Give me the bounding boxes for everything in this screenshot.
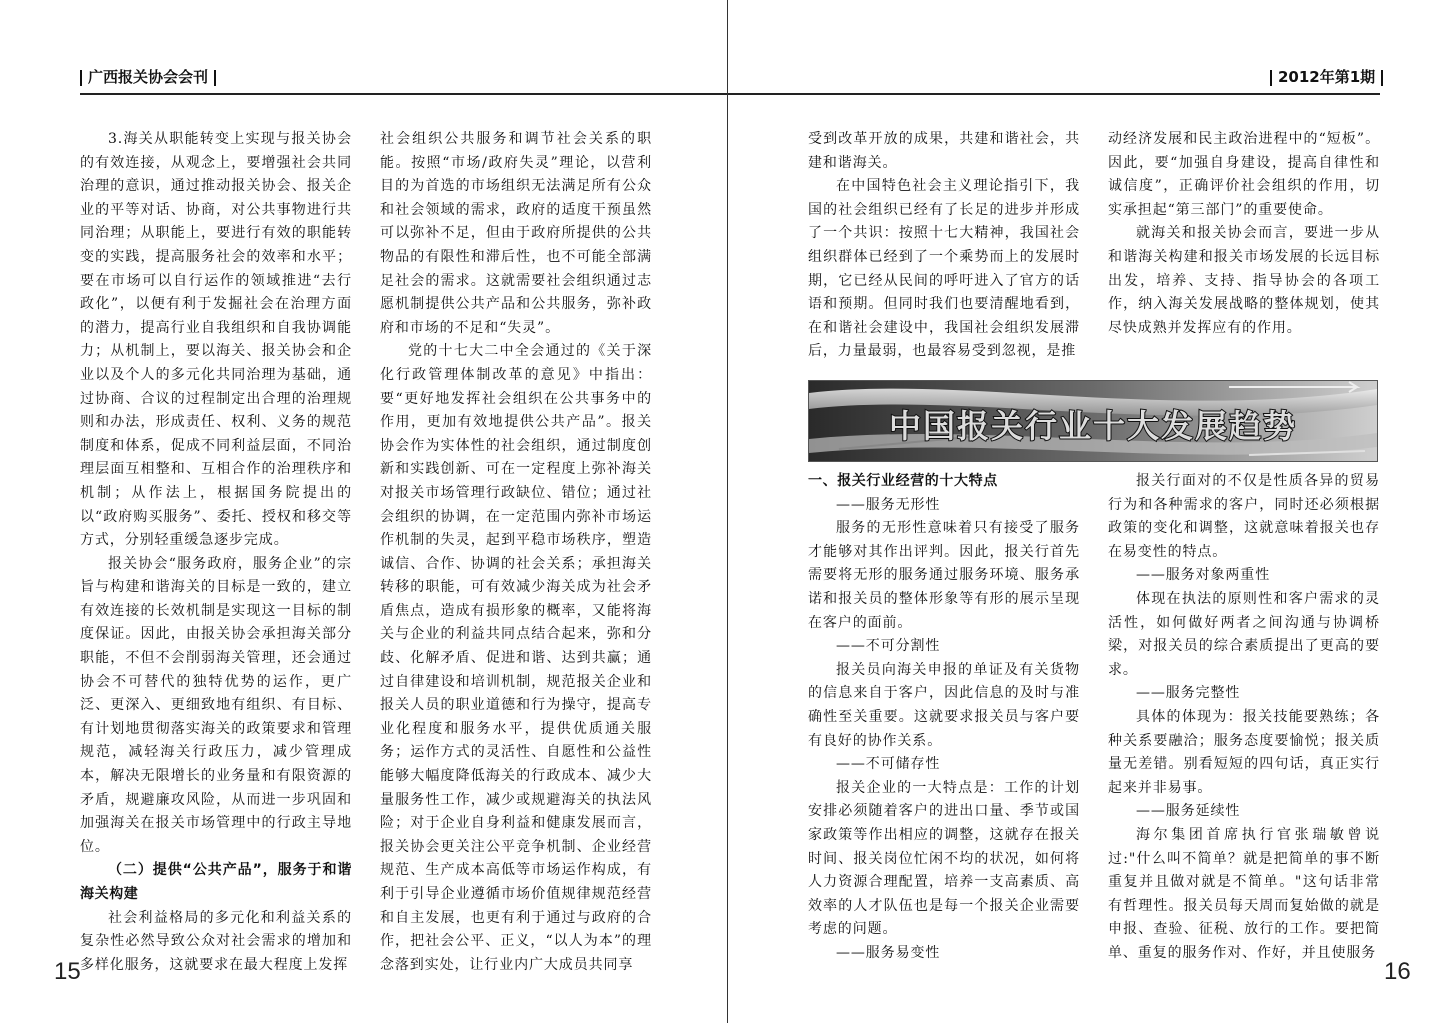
article-title-banner — [808, 380, 1378, 462]
right-header-issue: 2012年第1期 — [1278, 68, 1376, 86]
right-top-column-2 — [1108, 128, 1380, 340]
paragraph: ——不可分割性 — [836, 638, 941, 655]
paragraph: 报关企业的一大特点是：工作的计划安排必须随着客户的进出口量、季节或国家政策等作出相应的调整，这就存在报关时间、报关岗位忙闲不均的状况，如何将人力资源合理配置，培养一支高素质、高效率的人才队伍也是每一个报关企业需要考虑的问题。 — [808, 779, 1080, 938]
paragraph: 服务的无形性意味着只有接受了服务才能够对其作出评判。因此，报关行首先需要将无形的服务通过服务环境、服务承诺和报关员的整体形象等有形的展示呈现在客户的面前。 — [808, 520, 1080, 631]
header-bar — [214, 70, 216, 86]
banner-title: 中国报关行业十大发展趋势 — [888, 407, 1297, 445]
paragraph: 报关行面对的不仅是性质各异的贸易行为和各种需求的客户，同时还必须根据政策的变化和调整，这就意味着报关也存在易变性的特点。 — [1108, 473, 1380, 560]
paragraph: 报关协会“服务政府，服务企业”的宗旨与构建和谐海关的目标是一致的，建立有效连接的长效机制是实现这一目标的制度保证。因此，由报关协会承担海关部分职能，不但不会削弱海关管理，还会通过协会不可替代的独特优势的运作，更广泛、更深入、更细致地有组织、有目标、有计划地贯彻落实海关的政策要求和管理规范，减轻海关行政压力，减少管理成本，解决无限增长的业务量和有限资源的矛盾，规避廉攻风险，从而进一步巩固和加强海关在报关市场管理中的行政主导地位。 — [80, 555, 352, 855]
right-top-column-1 — [808, 128, 1080, 364]
paragraph: ——服务无形性 — [836, 496, 941, 513]
paragraph: 就海关和报关协会而言，要进一步从和谐海关构建和报关市场发展的长远目标出发，培养、支持、指导协会的各项工作，纳入海关发展战略的整体规划，使其尽快成熟并发挥应有的作用。 — [1108, 225, 1380, 336]
header-bar — [1270, 70, 1272, 86]
paragraph: ——服务延续性 — [1136, 803, 1241, 820]
left-header-title: 广西报关协会会刊 — [88, 68, 209, 86]
paragraph: ——不可储存性 — [836, 756, 941, 773]
paragraph: 体现在执法的原则性和客户需求的灵活性，如何做好两者之间沟通与协调桥梁，对报关员的综合素质提出了更高的要求。 — [1108, 590, 1380, 678]
right-page — [728, 0, 1456, 1023]
header-bar — [1381, 70, 1383, 86]
left-column-2 — [380, 128, 652, 977]
left-column-1 — [80, 128, 352, 977]
paragraph: 一、报关行业经营的十大特点 — [808, 473, 998, 489]
paragraph: 社会利益格局的多元化和利益关系的复杂性必然导致公众对社会需求的增加和多样化服务，这就要求在最大程度上发挥 — [80, 909, 352, 973]
paragraph: 社会组织公共服务和调节社会关系的职能。按照“市场/政府失灵”理论，以营利目的为首选的市场组织无法满足所有公众和社会领域的需求，政府的适度干预虽然可以弥补不足，但由于政府所提供的公共物品的有限性和滞后性，也不可能全部满足社会的需求。这就需要社会组织通过志愿机制提供公共产品和公共服务，弥补政府和市场的不足和“失灵”。 — [380, 131, 652, 336]
left-header-rule — [80, 93, 727, 95]
paragraph: 海尔集团首席执行官张瑞敏曾说过:"什么叫不简单？就是把简单的事不断重复并且做对就是不简单。"这句话非常有哲理性。报关员每天周而复始做的就是申报、查验、征税、放行的工作。要把简单、重复的服务作对、作好，并且使服务 — [1108, 826, 1380, 961]
right-header-rule — [728, 93, 1380, 95]
paragraph: 具体的体现为：报关技能要熟练；各种关系要融洽；服务态度要愉悦；报关质量无差错。别看短短的四句话，真正实行起来并非易事。 — [1108, 708, 1380, 796]
left-header — [80, 66, 222, 88]
paragraph: 动经济发展和民主政治进程中的“短板”。因此，要“加强自身建设，提高自律性和诚信度”，正确评价社会组织的作用，切实承担起“第三部门”的重要使命。 — [1108, 131, 1380, 218]
paragraph: 在中国特色社会主义理论指引下，我国的社会组织已经有了长足的进步并形成了一个共识：按照十七大精神，我国社会组织群体已经到了一个乘势而上的发展时期，它已经从民间的呼吁进入了官方的话语和预期。但同时我们也要清醒地看到，在和谐社会建设中，我国社会组织发展滞后，力量最弱，也最容易受到忽视，是推 — [808, 178, 1080, 360]
paragraph: ——服务易变性 — [836, 944, 941, 961]
paragraph: ——服务完整性 — [1136, 685, 1241, 702]
paragraph: 报关员向海关申报的单证及有关货物的信息来自于客户，因此信息的及时与准确性至关重要。这就要求报关员与客户要有良好的协作关系。 — [808, 661, 1080, 749]
right-bottom-column-2 — [1108, 470, 1380, 965]
paragraph: 党的十七大二中全会通过的《关于深化行政管理体制改革的意见》中指出：要“更好地发挥社会组织在公共事务中的作用，更加有效地提供公共产品”。报关协会作为实体性的社会组织，通过制度创新和实践创新、可在一定程度上弥补海关对报关市场管理行政缺位、错位；通过社会组织的协调，在一定范围内弥补市场运作机制的失灵，起到平稳市场秩序，塑造诚信、合作、协调的社会关系；承担海关转移的职能，可有效减少海关成为社会矛盾焦点，造成有损形象的概率，又能将海关与企业的利益共同点结合起来，弥和分歧、化解矛盾、促进和谐、达到共赢；通过自律建设和培训机制，规范报关企业和报关人员的职业道德和行为操守，提高专业化程度和服务水平，提供优质通关服务；运作方式的灵活性、自愿性和公益性能够大幅度降低海关的行政成本、减少大量服务性工作，减少或规避海关的执法风险；对于企业自身利益和健康发展而言，报关协会更关注公平竞争机制、企业经营规范、生产成本高低等市场运作构成，有利于引导企业遵循市场价值规律规范经营和自主发展，也更有利于通过与政府的合作，把社会公平、正义，“以人为本”的理念落到实处，让行业内广大成员共同享 — [380, 343, 652, 973]
right-bottom-column-1 — [808, 470, 1080, 965]
header-bar — [80, 70, 82, 86]
paragraph: （二）提供“公共产品”，服务于和谐海关构建 — [80, 862, 352, 902]
right-page-number: 16 — [1384, 958, 1411, 985]
left-page-number: 15 — [54, 958, 81, 985]
right-header — [1270, 66, 1389, 88]
paragraph: 受到改革开放的成果，共建和谐社会，共建和谐海关。 — [808, 131, 1080, 171]
paragraph: ——服务对象两重性 — [1136, 567, 1271, 584]
paragraph: 3.海关从职能转变上实现与报关协会的有效连接，从观念上，要增强社会共同治理的意识，通过推动报关协会、报关企业的平等对话、协商，对公共事物进行共同治理；从职能上，要进行有效的职能转变的实践，提高服务社会的效率和水平；要在市场可以自行运作的领域推进“去行政化”，以便有利于发掘社会在治理方面的潜力，提高行业自我组织和自我协调能力；从机制上，要以海关、报关协会和企业以及个人的多元化共同治理为基础，通过协商、合议的过程制定出合理的治理规则和办法，形成责任、权利、义务的规范制度和体系，促成不同利益层面，不同治理层面互相整和、互相合作的治理秩序和机制；从作法上，根据国务院提出的以“政府购买服务”、委托、授权和移交等方式，分别轻重缓急逐步完成。 — [80, 131, 352, 549]
